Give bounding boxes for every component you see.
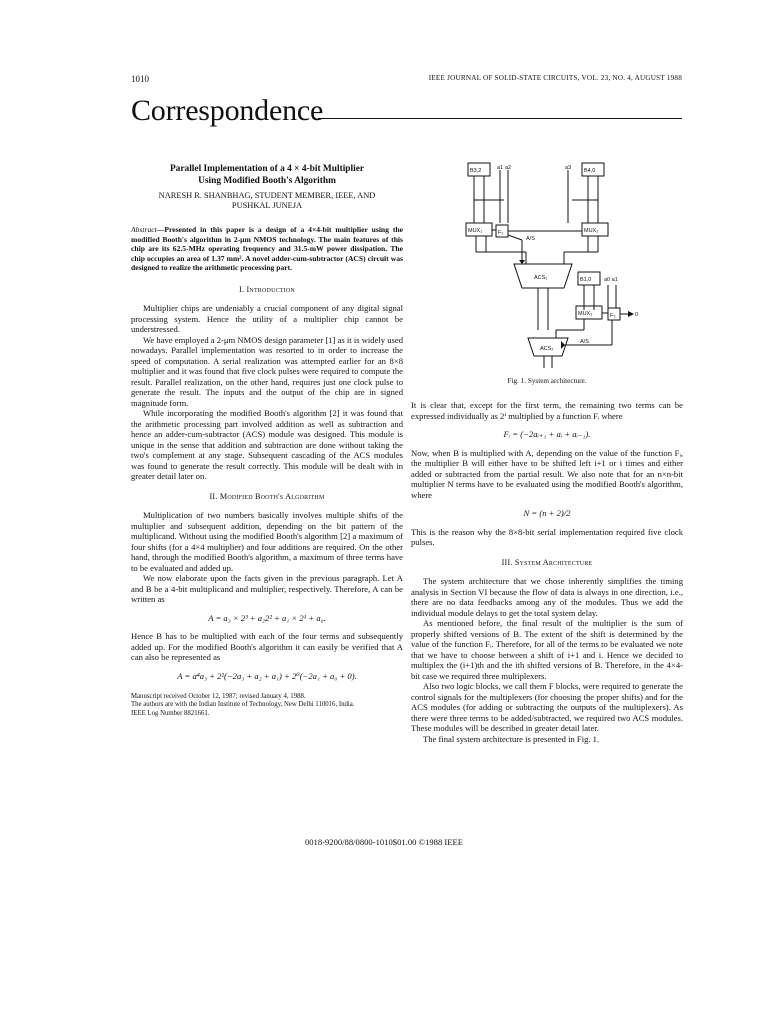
- section-3-heading: [411, 558, 683, 569]
- title-line-2: Using Modified Booth's Algorithm: [198, 176, 336, 186]
- section-number: III.: [501, 557, 513, 567]
- section-number: I.: [239, 284, 245, 294]
- label-f2: F₂: [610, 313, 616, 319]
- paragraph: Hence B has to be multiplied with each of the four terms and subsequently added up. For the modified Booth's algorithm it can easily be verified that A can also be represented as: [131, 631, 403, 662]
- label-a3: a3: [565, 165, 572, 171]
- label-zero: 0: [635, 312, 639, 318]
- section-number: II.: [209, 491, 218, 501]
- paragraph: The system architecture that we chose inherently simplifies the timing analysis in Section VI because the flow of data is always in one direction, i.e., there are no data feedbacks among any of the modules. Thus we add the individual module delays to get the total system delay.: [411, 576, 683, 618]
- footnotes: [131, 693, 403, 718]
- label-mux2: MUX₂: [584, 228, 599, 234]
- title-line-1: Parallel Implementation of a 4 × 4-bit Multiplier: [169, 164, 365, 174]
- label-mux1: MUX₁: [468, 228, 483, 234]
- label-b10: B1,0: [580, 277, 592, 283]
- label-acs2: ACS₂: [540, 346, 554, 352]
- paragraph: We have employed a 2-μm NMOS design parameter [1] as it is widely used nowadays. Parallel implementation was resorted to in order to increase the speed of computation. A serial realization was attempted earlier for an 8×8 multiplier and it was found that five clock pulses were required to compute the result. Parallel realization, on the other hand, requires just one clock pulse to generate the result. The inputs and the output of the chip are in signed magnitude form.: [131, 334, 403, 408]
- label-b40: B4,0: [584, 168, 596, 174]
- section-title: Introduction: [246, 284, 295, 294]
- label-as2: A/S: [580, 339, 589, 345]
- label-b32: B3,2: [470, 168, 482, 174]
- footnote-received: Manuscript received October 12, 1987; revised January 4, 1988.: [131, 693, 306, 700]
- authors: [131, 191, 403, 211]
- label-mux3: MUX₃: [578, 311, 593, 317]
- journal-header: IEEE JOURNAL OF SOLID-STATE CIRCUITS, VOL. 23, NO. 4, AUGUST 1988: [428, 74, 682, 82]
- paragraph: The final system architecture is presented in Fig. 1.: [423, 733, 600, 744]
- authors-line-2: PUSHKAL JUNEJA: [231, 201, 303, 210]
- paragraph: Multiplication of two numbers basically involves multiple shifts of the multiplier and subsequent addition, depending on the bit pattern of the multiplicand. Without using the modified Booth's algorithm [2] a maximum of four shifts (for a 4×4 multiplier) and four additions are required. On the other hand, through the modified Booth's algorithm, a maximum of three terms have to be evaluated and added up.: [131, 510, 403, 573]
- footnote-log: IEEE Log Number 8821661.: [131, 709, 210, 717]
- abstract-label: Abstract: [131, 225, 157, 234]
- right-column: [411, 400, 683, 744]
- section-2-heading: [131, 492, 403, 503]
- section-heading: Correspondence: [131, 94, 324, 127]
- page-number: 1010: [131, 74, 149, 84]
- heading-rule: [318, 118, 682, 119]
- label-f1: F₁: [498, 230, 504, 236]
- figure-caption: Fig. 1. System architecture.: [507, 377, 587, 385]
- paragraph: This is the reason why the 8×8-bit serial implementation required five clock pulses.: [411, 526, 683, 547]
- paragraph: Also two logic blocks, we call them F blocks, were required to generate the control signals for the multiplexers (for choosing the proper shifts) and for the ACS modules (for adding or subtracting the outputs of the multiplexers). As there were three terms to be added/subtracted, we required two ACS modules. These modules will be described in greater detail later.: [411, 681, 683, 733]
- equation-4: N = (n + 2)/2: [523, 508, 571, 518]
- abstract: [131, 225, 403, 273]
- footnote-affiliation: The authors are with the Indian Institute of Technology, New Delhi 110016, India.: [131, 701, 355, 709]
- equation-2: A = a⁴a₃ + 2²(−2a₃ + a₂ + a₁) + 2⁰(−2a₁ + a₀ + 0).: [177, 670, 357, 681]
- label-a1: a1: [497, 165, 504, 171]
- label-acs1: ACS₁: [534, 275, 548, 281]
- section-1-heading: [131, 285, 403, 296]
- copyright-line: 0018-9200/88/0800-1010$01.00 ©1988 IEEE: [304, 837, 464, 847]
- paper-title: [131, 163, 403, 187]
- left-column: [131, 163, 403, 718]
- paragraph: Now, when B is multiplied with A, depending on the value of the function Fᵢ, the multiplier B will either have to be shifted left i+1 or i times and either added or subtracted from the partial result. We also note that for an n×n-bit multiplier N terms have to be evaluated using the modified Booth's algorithm, where: [411, 447, 683, 500]
- section-title: Modified Booth's Algorithm: [219, 491, 325, 501]
- equation-1: A = a₃ × 2³ + a₂2² + a₁ × 2¹ + a₀.: [208, 612, 326, 623]
- abstract-text: —Presented in this paper is a design of a 4×4-bit multiplier using the modified Booth's algorithm in 2-μm NMOS technology. The main features of this chip are its 62.5-MHz operating frequency and 31.5-mW power dissipation. The chip occupies an area of 1.37 mm². A novel adder-cum-subtractor (ACS) circuit was designed to realize the arithmetic processing part.: [131, 225, 403, 272]
- equation-3: Fᵢ = (−2aᵢ₊₁ + aᵢ + aᵢ₋₁).: [503, 429, 591, 439]
- label-a0a1: a0 a1: [604, 277, 618, 283]
- system-architecture-diagram: [452, 160, 672, 370]
- paragraph: As mentioned before, the final result of the multiplier is the sum of properly shifted versions of B. The extent of the shift is determined by the value of the function Fᵢ. Therefore, for all of the terms to be evaluated we note that we have to choose between a shift of i+1 and i. Hence we decided to multiplex the (i+1)th and the ith shifted versions of B. Therefore, in the 4×4-bit case we required three multiplexers.: [411, 618, 683, 681]
- paragraph: It is clear that, except for the first term, the remaining two terms can be expressed individually as 2ⁱ multiplied by a function Fᵢ where: [411, 400, 683, 421]
- label-a2: a2: [505, 165, 512, 171]
- paragraph: While incorporating the modified Booth's algorithm [2] it was found that the arithmetic processing part involved addition as well as subtraction and hence an adder-cum-subtractor (ACS) module was designed. This module is unique in the sense that addition and subtraction are done without taking the two's complement at any stage. Subsequent cascading of the ACS modules was found to generate the result correctly. This module will be dealt with in greater detail later on.: [131, 408, 403, 481]
- authors-line-1: NARESH R. SHANBHAG, STUDENT MEMBER, IEEE, AND: [158, 191, 376, 200]
- label-as1: A/S: [526, 236, 535, 242]
- section-title: System Architecture: [514, 557, 593, 567]
- paragraph: We now elaborate upon the facts given in the previous paragraph. Let A and B be a 4-bit multiplicand and multiplier, respectively. Therefore, A can be written as: [131, 573, 403, 604]
- paragraph: Multiplier chips are undeniably a crucial component of any digital signal processing system. Hence the utility of a multiplier chip cannot be understressed.: [131, 303, 403, 334]
